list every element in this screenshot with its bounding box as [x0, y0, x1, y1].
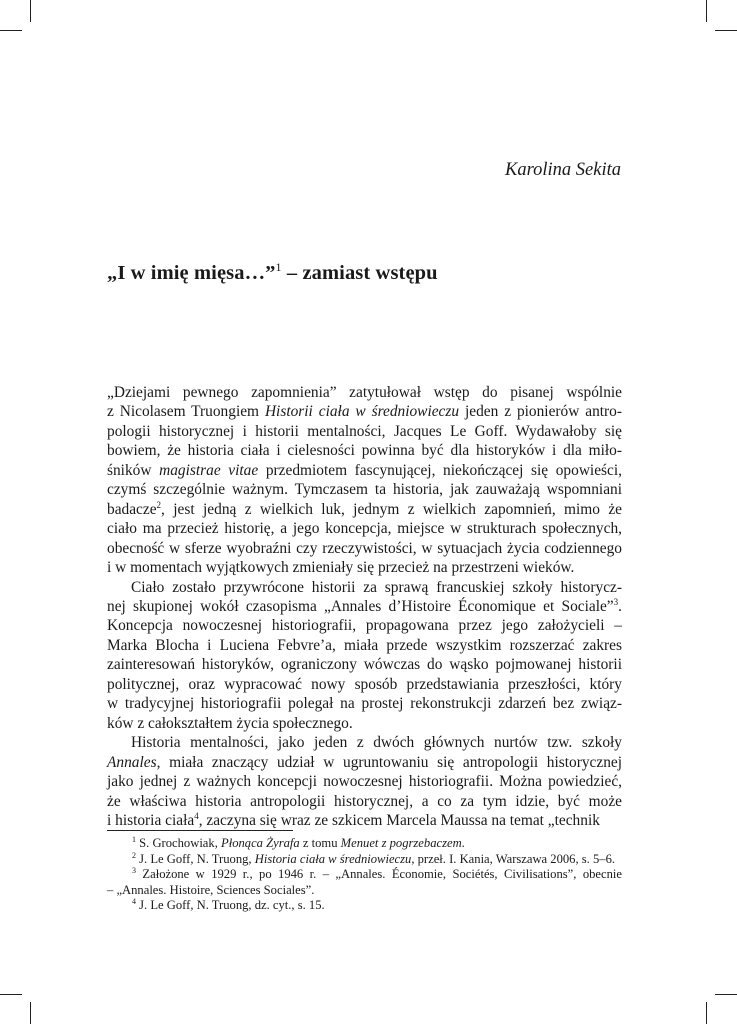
- text-line: [107, 675, 622, 694]
- text-line: [107, 694, 622, 713]
- author-name: Karolina Sekita: [505, 160, 621, 180]
- text-line: [107, 616, 622, 635]
- text-run: bowiem, że historia ciała i cielesności powinna być dla historyków i dla miło-: [107, 442, 622, 460]
- title-main: „I w imię mięsa…”: [107, 262, 276, 284]
- footnote-ref: 2: [156, 499, 162, 510]
- footnote-line: [107, 852, 622, 868]
- crop-mark-top-left-v: [30, 0, 31, 22]
- footnote-ref: 2: [132, 850, 136, 860]
- footnote-ref: 3: [132, 866, 136, 875]
- footnote-line: [107, 883, 622, 899]
- text-run: pologii historycznej i historii mentalności, Jacques Le Goff. Wydawałoby się: [107, 422, 622, 440]
- text-run: śników: [107, 461, 160, 479]
- crop-mark-top-right-h: [715, 30, 737, 31]
- footnote-ref: 3: [613, 596, 619, 607]
- text-run: .: [618, 597, 622, 615]
- text-run: w tradycyjnej historiografii polegał na prostej rekonstrukcji zdarzeń bez związ-: [107, 695, 622, 713]
- text-line: [107, 597, 622, 616]
- text-line: [107, 578, 622, 597]
- paragraph-3: [107, 733, 622, 830]
- text-run: jeden z pionierów antro-: [459, 403, 623, 421]
- text-run: przedmiotem fascynującej, niekończącej się opowieści,: [258, 461, 622, 479]
- footnote-ref: 4: [132, 897, 136, 907]
- text-line: [107, 655, 622, 674]
- crop-mark-top-right-v: [706, 0, 707, 22]
- text-line: [107, 500, 622, 519]
- text-run: , miała znaczący udział w ugruntowaniu się antropologii historycznej: [156, 753, 622, 771]
- italic-title: Menuet z pogrzebaczem: [340, 836, 462, 850]
- text-run: czymś szczególnie ważnym. Tymczasem ta historia, jak zauważają wspomniani: [107, 481, 622, 499]
- italic-title: Historii ciała w średniowieczu: [264, 403, 460, 421]
- text-run: ciało ma przecież historię, a jego koncepcja, miejsce w strukturach społecznych,: [107, 520, 622, 538]
- italic-title: magistrae vitae: [159, 461, 259, 479]
- text-run: z Nicolasem Truongiem: [107, 403, 265, 421]
- crop-mark-bottom-right-h: [715, 994, 737, 995]
- text-run: i historia ciała: [107, 811, 195, 829]
- text-run: Marka Blocha i Luciena Febvre’a, miała przede wszystkim rozszerzać zakres: [107, 636, 622, 654]
- text-line: [107, 461, 622, 480]
- footnote-ref: 4: [194, 810, 199, 821]
- text-run: nej skupionej wokół czasopisma „Annales d’Histoire Économique et Sociale”: [107, 597, 614, 615]
- text-run: , jest jedną z wielkich luk, jednym z wielkich zapomnień, mimo że: [161, 500, 622, 518]
- text-run: z tomu: [299, 836, 341, 850]
- footnote-line: [107, 867, 622, 883]
- text-line: [107, 422, 622, 441]
- text-line: [107, 753, 622, 772]
- text-run: J. Le Goff, N. Truong,: [136, 851, 255, 866]
- italic-title: Annales: [107, 753, 157, 771]
- text-line: [107, 539, 622, 558]
- text-run: politycznej, oraz wypracować nowy sposób przedstawiania przeszłości, który: [107, 675, 622, 693]
- text-line: [107, 792, 622, 811]
- text-line: [107, 383, 622, 402]
- italic-title: Historia ciała w średniowieczu: [254, 851, 412, 866]
- text-run: , zaczyna się wraz ze szkicem Marcela Maussa na temat „technik: [198, 811, 600, 829]
- text-line: [107, 772, 622, 791]
- text-run: Założone w 1929 r., po 1946 r. – „Annales. Économie, Sociétés, Civilisations”, obecnie: [136, 867, 622, 882]
- text-line: [107, 441, 622, 460]
- text-run: – „Annales. Histoire, Sciences Sociales”.: [107, 882, 315, 897]
- text-run: S. Grochowiak,: [136, 836, 221, 850]
- text-run: i w momentach wyjątkowych zmieniały się przecież na przestrzeni wieków.: [107, 559, 575, 577]
- text-run: .: [461, 836, 465, 850]
- italic-title: Płonąca Żyrafa: [221, 836, 300, 850]
- text-line: [107, 811, 622, 830]
- crop-mark-top-left-h: [0, 30, 22, 31]
- title-footnote-ref: 1: [275, 260, 282, 275]
- text-run: że właściwa historia antropologii historycznej, a co za tym idzie, być może: [107, 792, 622, 810]
- footnote-rule: [107, 830, 293, 831]
- paragraph-1: [107, 383, 622, 578]
- text-run: jako jednej z ważnych koncepcji nowoczesnej historiografii. Można powiedzieć,: [107, 773, 622, 791]
- crop-mark-bottom-left-h: [0, 994, 22, 995]
- footnote-ref: 1: [132, 834, 136, 844]
- text-line: [107, 733, 622, 752]
- footnotes: [107, 836, 622, 914]
- text-line: [107, 480, 622, 499]
- text-run: badacze: [107, 500, 157, 518]
- text-run: zainteresowań historyków, ograniczony wówczas do wąsko pojmowanej historii: [107, 656, 622, 674]
- footnote-line: [107, 898, 622, 914]
- text-line: [107, 558, 622, 577]
- text-line: [107, 714, 622, 733]
- text-run: obecność w sferze wyobraźni czy rzeczywistości, w sytuacjach życia codziennego: [107, 539, 622, 557]
- text-line: [107, 519, 622, 538]
- chapter-title: [107, 262, 438, 285]
- body-text: [107, 383, 622, 830]
- title-rest: – zamiast wstępu: [281, 262, 438, 284]
- text-run: Ciało zostało przywrócone historii za sprawą francuskiej szkoły historycz-: [131, 578, 622, 596]
- text-run: Historia mentalności, jako jeden z dwóch głównych nurtów tzw. szkoły: [131, 734, 622, 752]
- text-run: „Dziejami pewnego zapomnienia” zatytułował wstęp do pisanej wspólnie: [107, 384, 622, 401]
- text-line: [107, 636, 622, 655]
- crop-mark-bottom-left-v: [30, 1002, 31, 1024]
- text-run: Koncepcja nowoczesnej historiografii, propagowana przez jego założycieli –: [107, 617, 622, 635]
- text-run: , przeł. I. Kania, Warszawa 2006, s. 5–6.: [411, 851, 616, 866]
- paragraph-2: [107, 578, 622, 734]
- text-line: [107, 402, 622, 421]
- text-run: ków z całokształtem życia społecznego.: [107, 714, 353, 732]
- footnote-line: [107, 836, 622, 852]
- crop-mark-bottom-right-v: [706, 1002, 707, 1024]
- text-run: J. Le Goff, N. Truong, dz. cyt., s. 15.: [136, 898, 325, 913]
